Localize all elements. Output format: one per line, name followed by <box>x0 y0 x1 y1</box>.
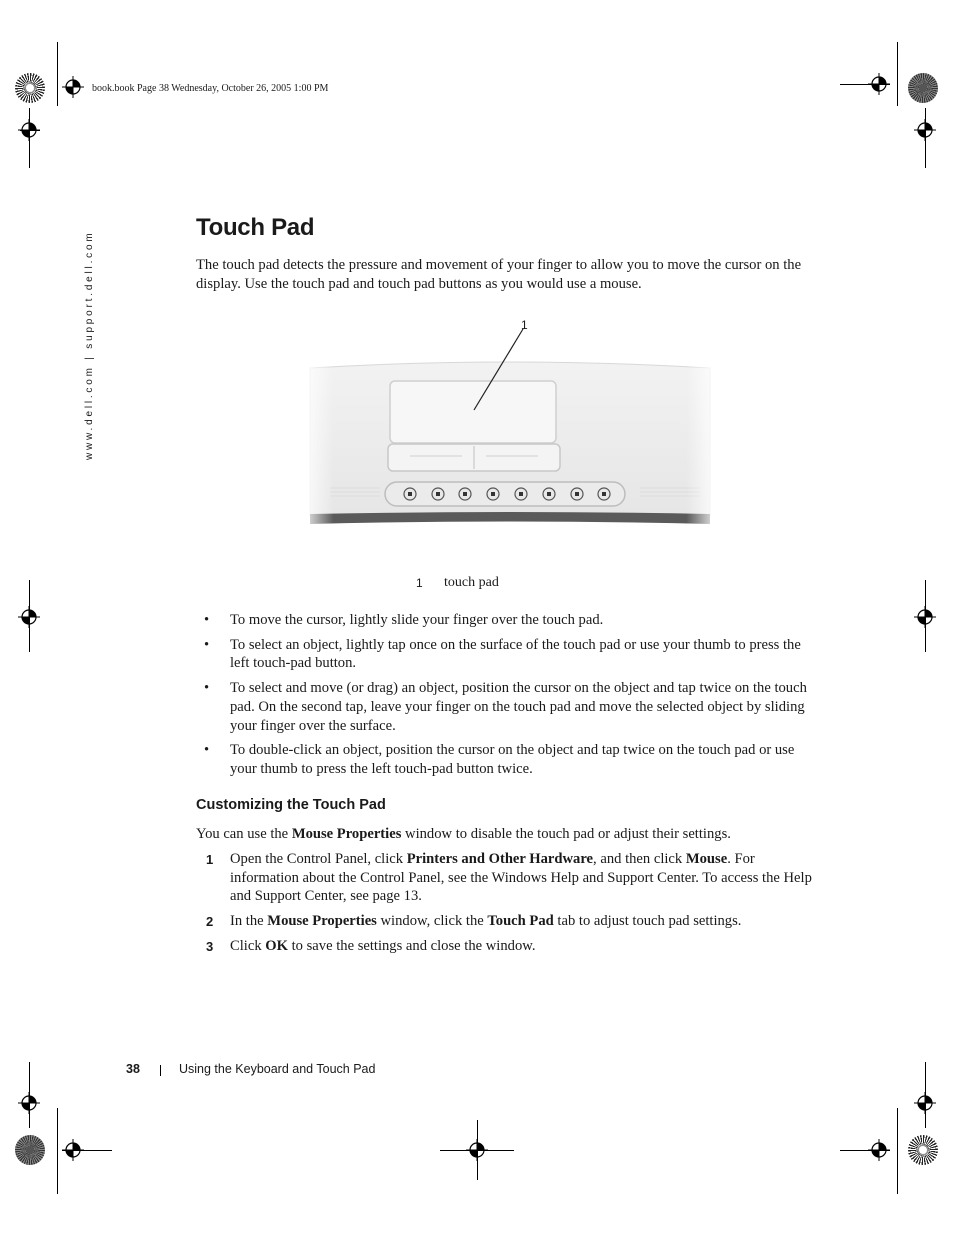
list-item-text: To select and move (or drag) an object, position the cursor on the object and tap twice on the touch pad. On the second tap, leave your finger on the touch pad and move the selected object by sliding your finger over the surface. <box>230 680 807 734</box>
list-item <box>196 636 816 673</box>
list-item <box>196 679 816 735</box>
ui-term: Touch Pad <box>487 913 554 930</box>
registration-rosette <box>15 1135 45 1165</box>
legend-label: touch pad <box>444 575 499 590</box>
text-run: window to disable the touch pad or adjust their settings. <box>401 826 731 842</box>
customize-intro <box>196 825 816 844</box>
footer-section-title: Using the Keyboard and Touch Pad <box>179 1062 376 1076</box>
text-run: , and then click <box>593 851 686 867</box>
text-run: Click <box>230 937 266 954</box>
list-item <box>196 741 816 778</box>
text-run: to save the settings and close the window. <box>287 937 536 954</box>
registration-rosette <box>15 73 45 103</box>
side-url-text: www.dell.com | support.dell.com <box>84 230 95 460</box>
registration-target-icon <box>62 76 84 98</box>
usage-bullet-list <box>196 611 816 785</box>
text-run: window, click the <box>376 913 488 930</box>
list-item-text: To move the cursor, lightly slide your finger over the touch pad. <box>230 612 604 628</box>
step-item <box>196 937 816 956</box>
bullet-marker: • <box>204 742 210 759</box>
step-number: 1 <box>206 852 214 867</box>
ui-term: Mouse Properties <box>267 913 377 930</box>
callout-number: 1 <box>521 318 528 332</box>
bullet-marker: • <box>204 636 210 653</box>
text-run: tab to adjust touch pad settings. <box>553 913 742 930</box>
list-item <box>196 611 816 630</box>
intro-paragraph: The touch pad detects the pressure and movement of your finger to allow you to move the cursor on the display. Use the touch pad and touch pad buttons as you would use a mouse. <box>196 257 802 292</box>
ui-term: Printers and Other Hardware <box>406 851 594 867</box>
section-heading: Customizing the Touch Pad <box>196 797 386 813</box>
legend-number: 1 <box>416 576 423 590</box>
print-header-note: book.book Page 38 Wednesday, October 26, 2005 1:00 PM <box>92 83 329 94</box>
ui-term: OK <box>265 937 288 954</box>
touch-pad-figure <box>300 312 720 544</box>
page-number: 38 <box>126 1062 140 1076</box>
step-number: 3 <box>206 938 214 954</box>
list-item-text: To double-click an object, position the cursor on the object and tap twice on the touch pad or use your thumb to press the left touch-pad button twice. <box>230 742 795 778</box>
text-run: . For information about the Control Panel, see the Windows Help and Support Center. To access the Help and Support Center, see page 13. <box>230 851 812 905</box>
bullet-marker: • <box>204 612 210 628</box>
ui-term: Mouse <box>685 851 728 867</box>
step-item <box>196 912 816 931</box>
list-item-text: To select an object, lightly tap once on the surface of the touch pad or use your thumb to press the left touch-pad button. <box>230 636 801 672</box>
registration-rosette <box>908 1135 938 1165</box>
registration-target-icon <box>868 73 890 95</box>
step-number: 2 <box>206 914 214 930</box>
text-run: You can use the <box>196 826 292 842</box>
footer-divider <box>160 1065 161 1076</box>
text-run: In the <box>230 913 268 930</box>
ui-term: Mouse Properties <box>291 826 402 842</box>
page-title: Touch Pad <box>196 214 315 241</box>
bullet-marker: • <box>204 680 210 697</box>
registration-rosette <box>908 73 938 103</box>
steps-list <box>196 850 816 962</box>
step-item <box>196 850 816 906</box>
side-url <box>84 226 98 460</box>
text-run: Open the Control Panel, click <box>230 851 407 867</box>
